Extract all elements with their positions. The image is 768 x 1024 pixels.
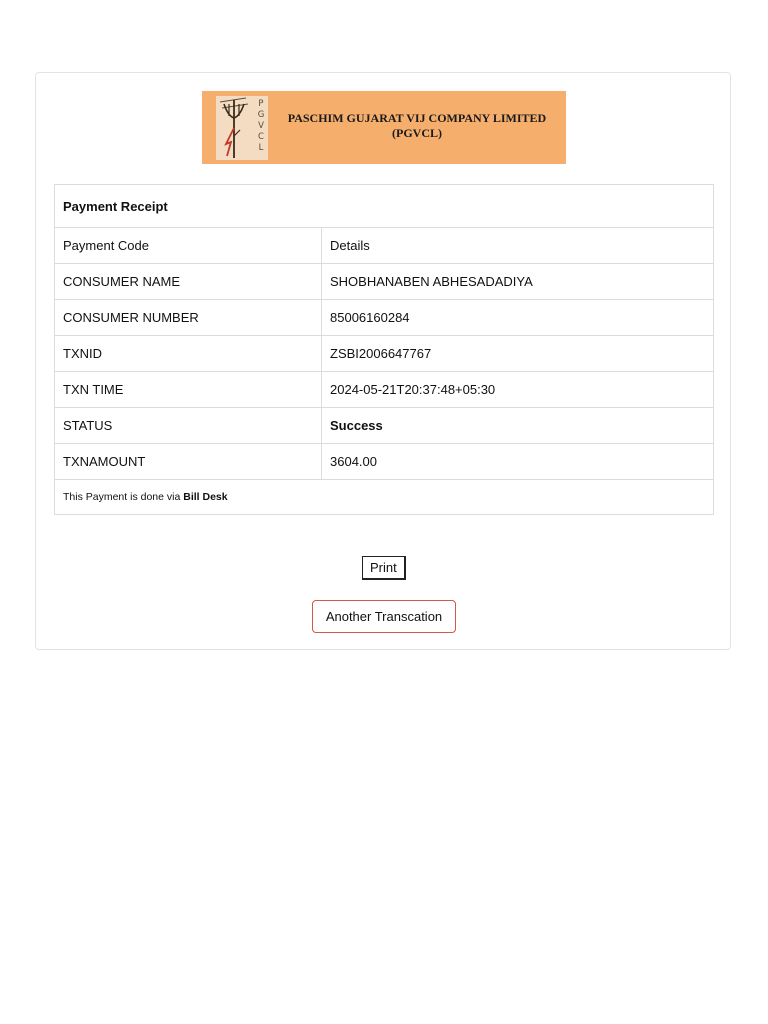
table-row: [55, 300, 714, 336]
company-name-line1: PASCHIM GUJARAT VIJ COMPANY LIMITED: [287, 111, 547, 125]
table-row: [55, 372, 714, 408]
column-header-code: Payment Code: [55, 228, 322, 264]
logo-letter: G: [257, 110, 265, 120]
receipt-title: Payment Receipt: [55, 185, 714, 228]
row-label: STATUS: [55, 408, 322, 444]
gateway-name: Bill Desk: [183, 491, 228, 503]
row-label: CONSUMER NUMBER: [55, 300, 322, 336]
txnid-value: ZSBI2006647767: [322, 336, 714, 372]
row-label: TXNID: [55, 336, 322, 372]
consumer-number-value: 85006160284: [322, 300, 714, 336]
consumer-name-value: SHOBHANABEN ABHESADADIYA: [322, 264, 714, 300]
receipt-title-row: [55, 185, 714, 228]
logo-letter: V: [258, 121, 264, 131]
another-transaction-button[interactable]: Another Transcation: [312, 600, 456, 633]
table-header-row: [55, 228, 714, 264]
gateway-prefix: This Payment is done via: [63, 491, 184, 503]
company-name-abbr: (PGVCL): [392, 126, 442, 140]
logo-letters: [256, 99, 266, 154]
logo-letter: P: [258, 99, 264, 109]
payment-gateway-row: [55, 480, 714, 515]
row-label: TXN TIME: [55, 372, 322, 408]
table-row: [55, 444, 714, 480]
row-label: TXNAMOUNT: [55, 444, 322, 480]
company-name: [278, 111, 556, 141]
logo-letter: C: [258, 132, 264, 142]
payment-gateway-note: [55, 480, 714, 515]
logo-letter: L: [258, 143, 264, 153]
company-banner: [202, 91, 566, 164]
receipt-card: [35, 72, 731, 650]
print-button[interactable]: Print: [362, 556, 406, 580]
status-value: Success: [322, 408, 714, 444]
column-header-details: Details: [322, 228, 714, 264]
row-label: CONSUMER NAME: [55, 264, 322, 300]
table-row: [55, 264, 714, 300]
txn-amount-value: 3604.00: [322, 444, 714, 480]
pgvcl-logo: [216, 96, 268, 160]
table-row: [55, 336, 714, 372]
txn-time-value: 2024-05-21T20:37:48+05:30: [322, 372, 714, 408]
table-row: [55, 408, 714, 444]
payment-receipt-table: [54, 184, 714, 515]
